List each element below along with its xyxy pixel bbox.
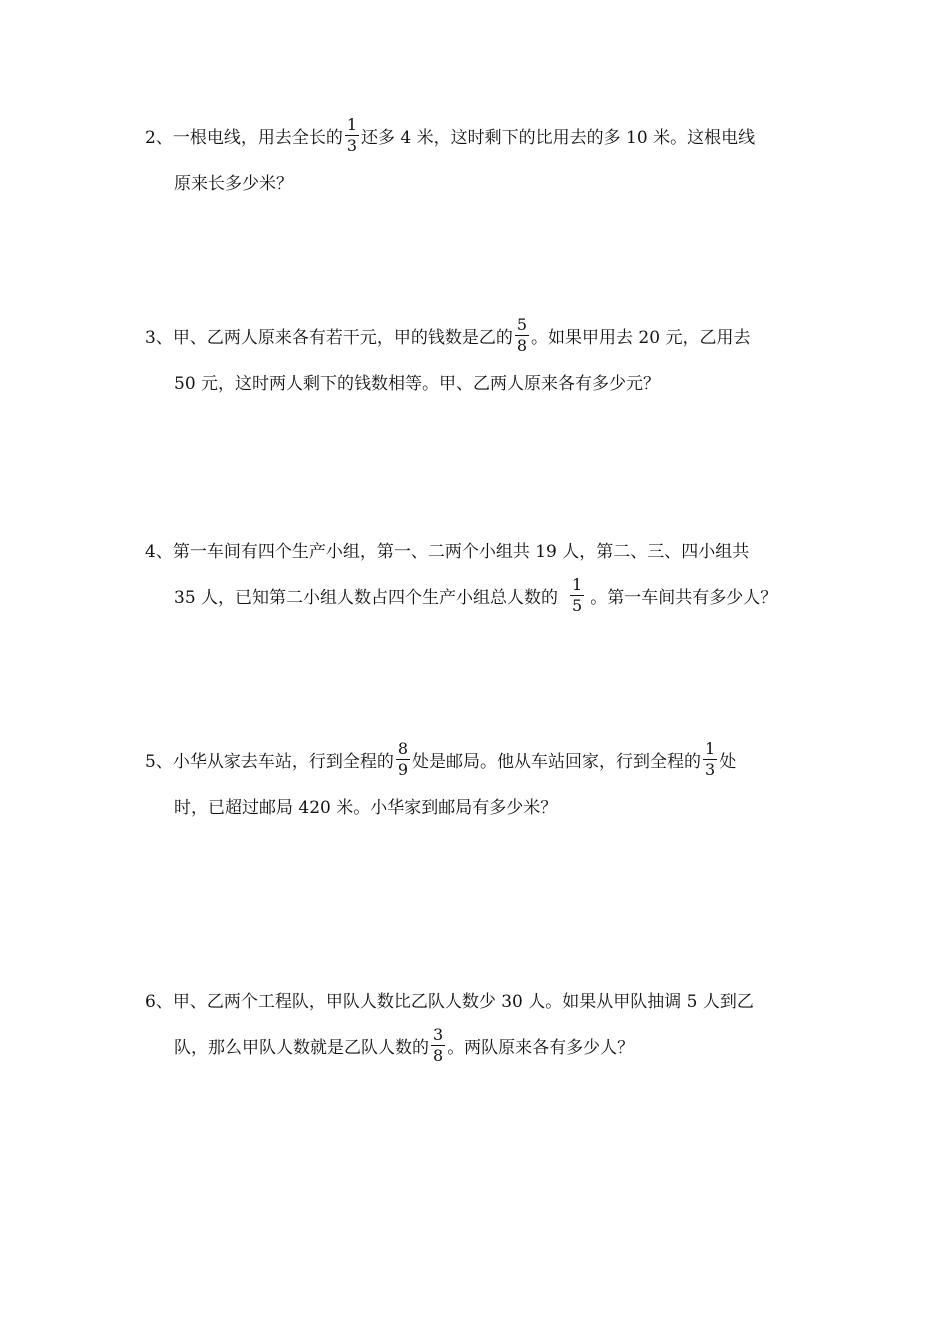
problem-text: 处 <box>719 751 737 772</box>
problem-text: 时，已超过邮局 420 米。小华家到邮局有多少米？ <box>174 797 558 818</box>
problem-text: 。如果甲用去 20 元，乙用去 <box>531 327 751 348</box>
problem-text: 。两队原来各有多少人？ <box>447 1037 635 1058</box>
problem-line <box>145 572 815 618</box>
problem-text: 35 人，已知第二小组人数占四个生产小组总人数的 <box>174 587 559 608</box>
fraction <box>431 1024 445 1065</box>
problem-2 <box>145 112 815 204</box>
problem-text: 。第一车间共有多少人？ <box>590 587 778 608</box>
problem-text: 队，那么甲队人数就是乙队人数的 <box>174 1037 429 1058</box>
problem-text: 处是邮局。他从车站回家，行到全程的 <box>412 751 702 772</box>
problem-4 <box>145 526 815 618</box>
problem-text: 原来长多少米？ <box>174 173 293 194</box>
fraction-denominator: 8 <box>516 335 528 355</box>
fraction <box>515 314 529 355</box>
problem-line <box>145 1022 815 1068</box>
fraction-numerator: 1 <box>705 738 716 758</box>
problem-text: 6、甲、乙两个工程队，甲队人数比乙队人数少 30 人。如果从甲队抽调 5 人到乙 <box>145 991 754 1012</box>
fraction-numerator: 3 <box>433 1024 444 1044</box>
problem-text: 4、第一车间有四个生产小组，第一、二两个小组共 19 人，第二、三、四小组共 <box>145 541 750 562</box>
problem-line <box>145 736 815 782</box>
problem-text: 还多 4 米，这时剩下的比用去的多 10 米。这根电线 <box>361 127 756 148</box>
fraction-denominator: 5 <box>572 595 583 615</box>
fraction-denominator: 8 <box>433 1045 444 1065</box>
problem-text: 3、甲、乙两人原来各有若干元，甲的钱数是乙的 <box>145 327 513 348</box>
fraction <box>570 574 584 615</box>
problem-text: 5、小华从家去车站，行到全程的 <box>145 751 394 772</box>
problem-line <box>145 782 815 828</box>
fraction-denominator: 3 <box>346 135 358 155</box>
fraction <box>345 114 359 155</box>
problem-line <box>145 312 815 358</box>
fraction-numerator: 5 <box>516 314 528 334</box>
fraction <box>396 738 410 779</box>
fraction-denominator: 9 <box>397 759 409 779</box>
problem-6 <box>145 976 815 1068</box>
problem-3 <box>145 312 815 404</box>
problem-line <box>145 526 815 572</box>
fraction-numerator: 8 <box>397 738 409 758</box>
fraction-numerator: 1 <box>346 114 358 134</box>
problem-line <box>145 112 815 158</box>
fraction-numerator: 1 <box>572 574 583 594</box>
fraction <box>703 738 717 779</box>
problem-text: 50 元，这时两人剩下的钱数相等。甲、乙两人原来各有多少元？ <box>174 373 661 394</box>
problem-line <box>145 976 815 1022</box>
problem-line <box>145 158 815 204</box>
problem-line <box>145 358 815 404</box>
fraction-denominator: 3 <box>705 759 716 779</box>
problem-5 <box>145 736 815 828</box>
problem-text: 2、一根电线，用去全长的 <box>145 127 343 148</box>
